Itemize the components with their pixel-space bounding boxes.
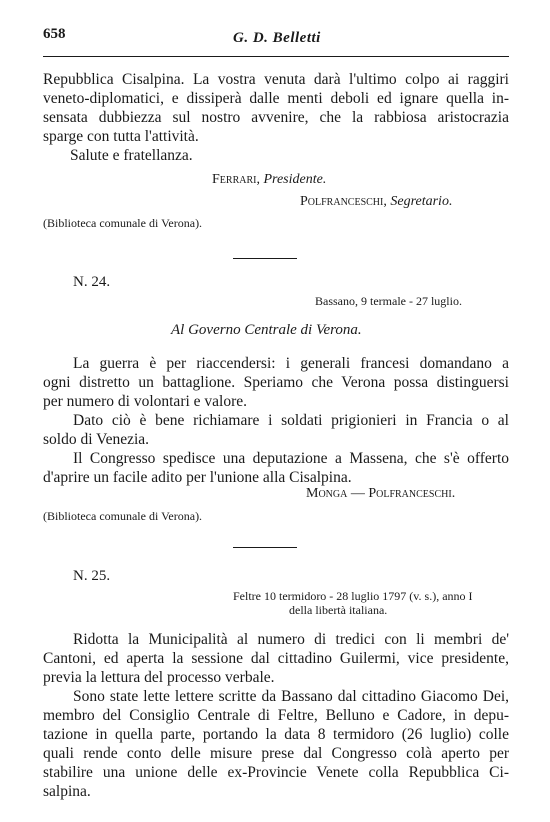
- body-line: d'aprire un facile adito per l'unione alla Cisalpina.: [43, 469, 352, 486]
- body-line: Ridotta la Municipalità al numero di tredici con li membri de': [73, 631, 509, 648]
- signature-president: [212, 172, 326, 188]
- dateline: Feltre 10 termidoro - 28 luglio 1797 (v. s.), anno I: [233, 589, 473, 603]
- header-rule: [43, 56, 509, 57]
- body-line: Il Congresso spedisce una deputazione a Massena, che s'è offerto: [73, 450, 509, 467]
- running-title: G. D. Belletti: [233, 30, 321, 46]
- body-line: sensata dubbiezza sul nostro avvenire, che la rabbiosa aristocrazia: [43, 109, 509, 126]
- addressee: Al Governo Centrale di Verona.: [171, 322, 362, 338]
- body-line: veneto-diplomatici, e dissiperà dalle menti deboli ed ignare quella in-: [43, 90, 509, 107]
- section-divider: [233, 547, 297, 548]
- signatory-name: Polfranceschi,: [300, 194, 387, 209]
- dateline: della libertà italiana.: [289, 603, 388, 617]
- signatures: Monga — Polfranceschi.: [306, 486, 456, 501]
- dateline: Bassano, 9 termale - 27 luglio.: [315, 294, 462, 308]
- document-number: N. 25.: [73, 568, 111, 584]
- source-citation: (Biblioteca comunale di Verona).: [43, 509, 203, 523]
- signatory-role: Presidente.: [263, 172, 327, 187]
- page-number: 658: [43, 26, 66, 42]
- signatory-role: Segretario.: [390, 194, 453, 209]
- body-line: tazione in quella parte, portando la data 8 termidoro (26 luglio) colle: [43, 726, 509, 743]
- body-line: Cantoni, ed aperta la sessione dal cittadino Guilermi, vice presidente,: [43, 650, 509, 667]
- section-divider: [233, 258, 297, 259]
- body-line: membro del Consiglio Centrale di Feltre, Belluno e Cadore, in depu-: [43, 707, 509, 724]
- body-line: soldo di Venezia.: [43, 431, 150, 448]
- body-line: Dato ciò è bene richiamare i soldati prigionieri in Francia o al: [73, 412, 509, 429]
- body-line: quali rende conto delle misure prese dal Congresso colà aperto per: [43, 745, 509, 762]
- body-line: Sono state lette lettere scritte da Bassano dal cittadino Giacomo Dei,: [73, 688, 509, 705]
- body-line: salpina.: [43, 783, 91, 800]
- body-line: ogni distretto un battaglione. Speriamo che Verona possa distinguersi: [43, 374, 509, 391]
- signature-secretary: [300, 194, 452, 210]
- body-line: per numero di volontari e valore.: [43, 393, 248, 410]
- closing-salutation: Salute e fratellanza.: [70, 147, 193, 164]
- body-line: La guerra è per riaccendersi: i generali francesi domandano a: [73, 355, 509, 372]
- signatory-name: Ferrari,: [212, 172, 260, 187]
- source-citation: (Biblioteca comunale di Verona).: [43, 216, 203, 230]
- document-number: N. 24.: [73, 274, 111, 290]
- body-line: previa la lettura del processo verbale.: [43, 669, 275, 686]
- body-line: stabilire una unione delle ex-Provincie Venete colla Repubblica Ci-: [43, 764, 509, 781]
- body-line: Repubblica Cisalpina. La vostra venuta darà l'ultimo colpo ai raggiri: [43, 71, 509, 88]
- body-line: sparge con tutta l'attività.: [43, 128, 199, 145]
